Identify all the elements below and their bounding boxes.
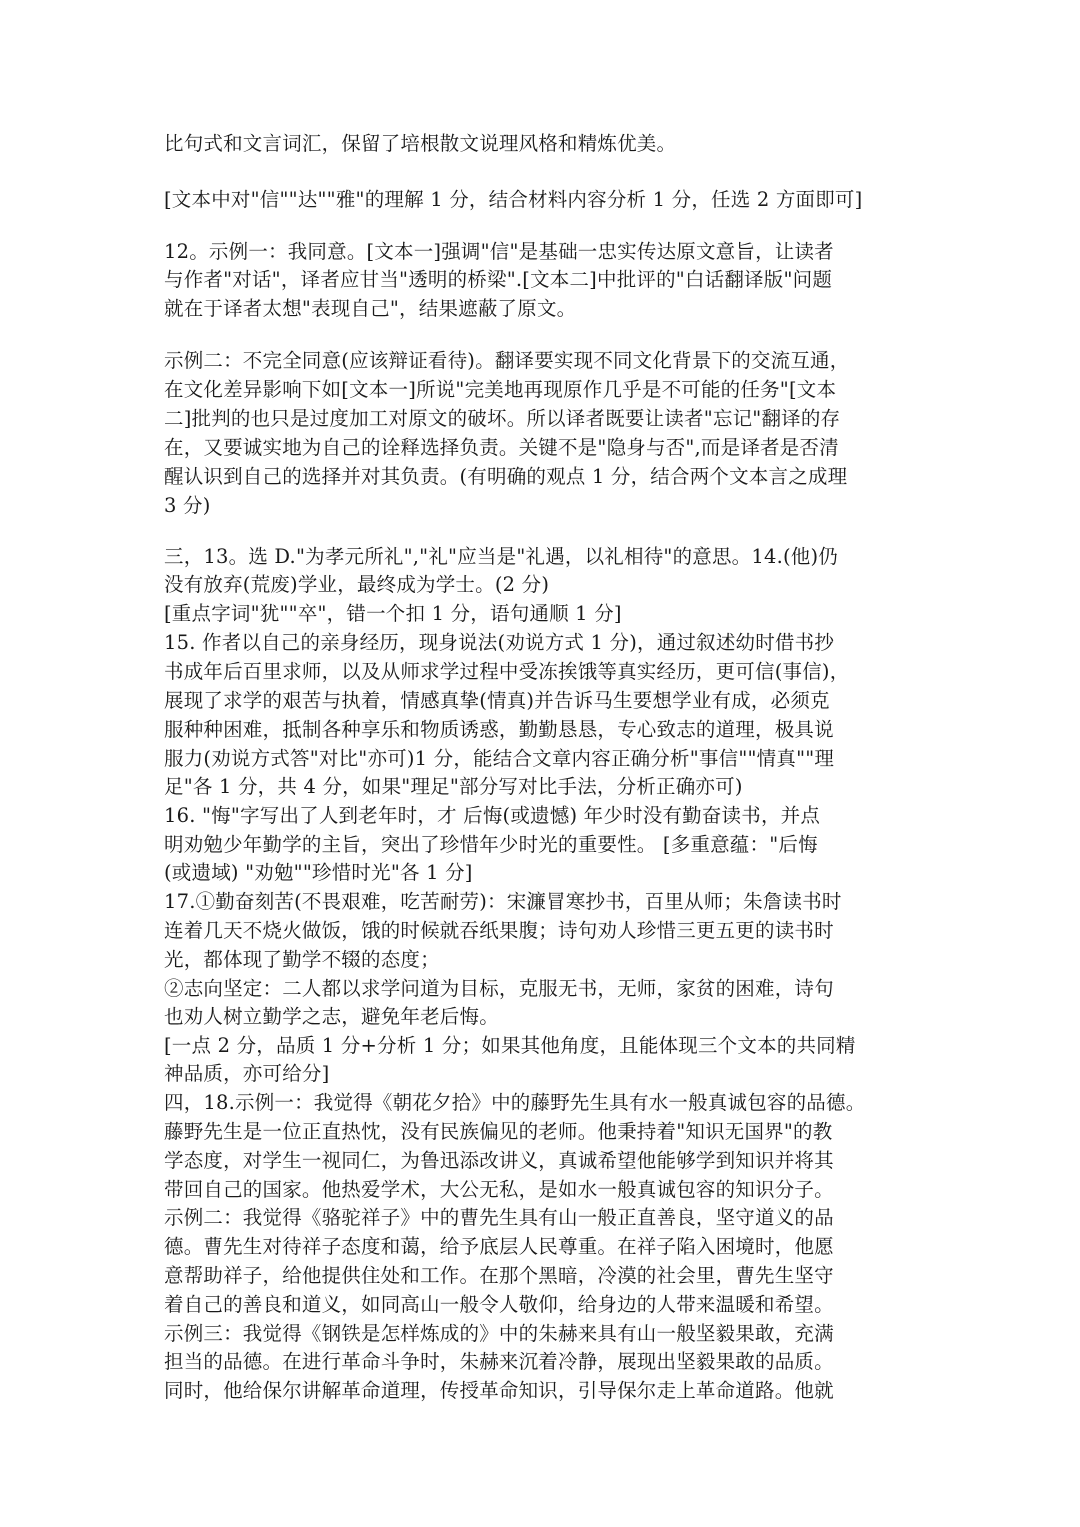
text-line: 明劝勉少年勤学的主旨，突出了珍惜年少时光的重要性。 [多重意蕴："后悔 xyxy=(164,833,818,856)
text-line: 就在于译者太想"表现自己"，结果遮蔽了原文。 xyxy=(164,297,577,320)
text-line: 也劝人树立勤学之志，避免年老后悔。 xyxy=(164,1005,499,1028)
text-line: 16. "悔"字写出了人到老年时，才 后悔(或遗憾) 年少时没有勤奋读书，并点 xyxy=(164,804,821,827)
text-line: 3 分) xyxy=(164,494,211,517)
text-line: [文本中对"信""达""雅"的理解 1 分，结合材料内容分析 1 分，任选 2 方面即可] xyxy=(164,188,863,211)
text-line: 示例二：不完全同意(应该辩证看待)。翻译要实现不同文化背景下的交流互通， xyxy=(164,349,850,372)
text-line: 担当的品德。在进行革命斗争时，朱赫来沉着冷静，展现出坚毅果敢的品质。 xyxy=(164,1350,834,1373)
text-line: 二]批判的也只是过度加工对原文的破坏。所以译者既要让读者"忘记"翻译的存 xyxy=(164,407,841,430)
text-line: 没有放弃(荒废)学业，最终成为学士。(2 分) xyxy=(164,573,550,596)
text-line: 德。曹先生对待祥子态度和蔼，给予底层人民尊重。在祥子陷入困境时，他愿 xyxy=(164,1235,834,1258)
text-line: 藤野先生是一位正直热忱，没有民族偏见的老师。他秉持着"知识无国界"的教 xyxy=(164,1120,833,1143)
text-line: 着自己的善良和道义，如同高山一般令人敬仰，给身边的人带来温暖和希望。 xyxy=(164,1293,834,1316)
text-line: 12。示例一：我同意。[文本一]强调"信"是基础一忠实传达原文意旨，让读者 xyxy=(164,240,834,263)
text-line: 在文化差异影响下如[文本一]所说"完美地再现原作几乎是不可能的任务"[文本 xyxy=(164,378,837,401)
text-line: 光，都体现了勤学不辍的态度； xyxy=(164,948,440,971)
text-line: (或遗域) "劝勉""珍惜时光"各 1 分] xyxy=(164,861,473,884)
text-line: 与作者"对话"，译者应甘当"透明的桥梁".[文本二]中批评的"白话翻译版"问题 xyxy=(164,268,833,291)
text-line: 意帮助祥子，给他提供住处和工作。在那个黑暗，冷漠的社会里，曹先生坚守 xyxy=(164,1264,834,1287)
text-line: 醒认识到自己的选择并对其负责。(有明确的观点 1 分，结合两个文本言之成理 xyxy=(164,465,848,488)
text-line: 15. 作者以自己的亲身经历，现身说法(劝说方式 1 分)，通过叙述幼时借书抄 xyxy=(164,631,835,654)
text-line: 学态度，对学生一视同仁，为鲁迅添改讲义，真诚希望他能够学到知识并将其 xyxy=(164,1149,834,1172)
text-line: 服种种困难，抵制各种享乐和物质诱惑，勤勤恳恳，专心致志的道理，极具说 xyxy=(164,718,834,741)
text-line: 书成年后百里求师，以及从师求学过程中受冻挨饿等真实经历，更可信(事信)， xyxy=(164,660,850,683)
text-line: 神品质，亦可给分] xyxy=(164,1062,330,1085)
text-line: 连着几天不烧火做饭，饿的时候就吞纸果腹；诗句劝人珍惜三更五更的读书时 xyxy=(164,919,834,942)
text-line: 同时，他给保尔讲解革命道理，传授革命知识，引导保尔走上革命道路。他就 xyxy=(164,1379,834,1402)
text-line: [一点 2 分，品质 1 分+分析 1 分；如果其他角度，且能体现三个文本的共同精 xyxy=(164,1034,856,1057)
text-line: 示例二：我觉得《骆驼祥子》中的曹先生具有山一般正直善良，坚守道义的品 xyxy=(164,1206,834,1229)
text-line: 比句式和文言词汇，保留了培根散文说理风格和精炼优美。 xyxy=(164,132,677,155)
text-line: 带回自己的国家。他热爱学术，大公无私，是如水一般真诚包容的知识分子。 xyxy=(164,1178,834,1201)
text-line: 在，又要诚实地为自己的诠释选择负责。关键不是"隐身与否",而是译者是否清 xyxy=(164,436,839,459)
text-line: 足"各 1 分，共 4 分，如果"理足"部分写对比手法，分析正确亦可) xyxy=(164,775,743,798)
text-line: 示例三：我觉得《钢铁是怎样炼成的》中的朱赫来具有山一般坚毅果敢，充满 xyxy=(164,1322,834,1345)
text-line: 17.①勤奋刻苦(不畏艰难，吃苦耐劳)：宋濂冒寒抄书，百里从师；朱詹读书时 xyxy=(164,890,842,913)
text-line: 展现了求学的艰苦与执着，情感真挚(情真)并告诉马生要想学业有成，必须克 xyxy=(164,689,830,712)
text-line: 四，18.示例一：我觉得《朝花夕拾》中的藤野先生具有水一般真诚包容的品德。 xyxy=(164,1091,866,1114)
text-line: [重点字词"犹""卒"，错一个扣 1 分，语句通顺 1 分] xyxy=(164,602,622,625)
text-line: ②志向坚定：二人都以求学问道为目标，克服无书，无师，家贫的困难，诗句 xyxy=(164,977,834,1000)
text-line: 服力(劝说方式答"对比"亦可)1 分，能结合文章内容正确分析"事信""情真""理 xyxy=(164,747,835,770)
text-line: 三，13。选 D."为孝元所礼","礼"应当是"礼遇，以礼相待"的意思。14.(他)仍 xyxy=(164,545,838,568)
